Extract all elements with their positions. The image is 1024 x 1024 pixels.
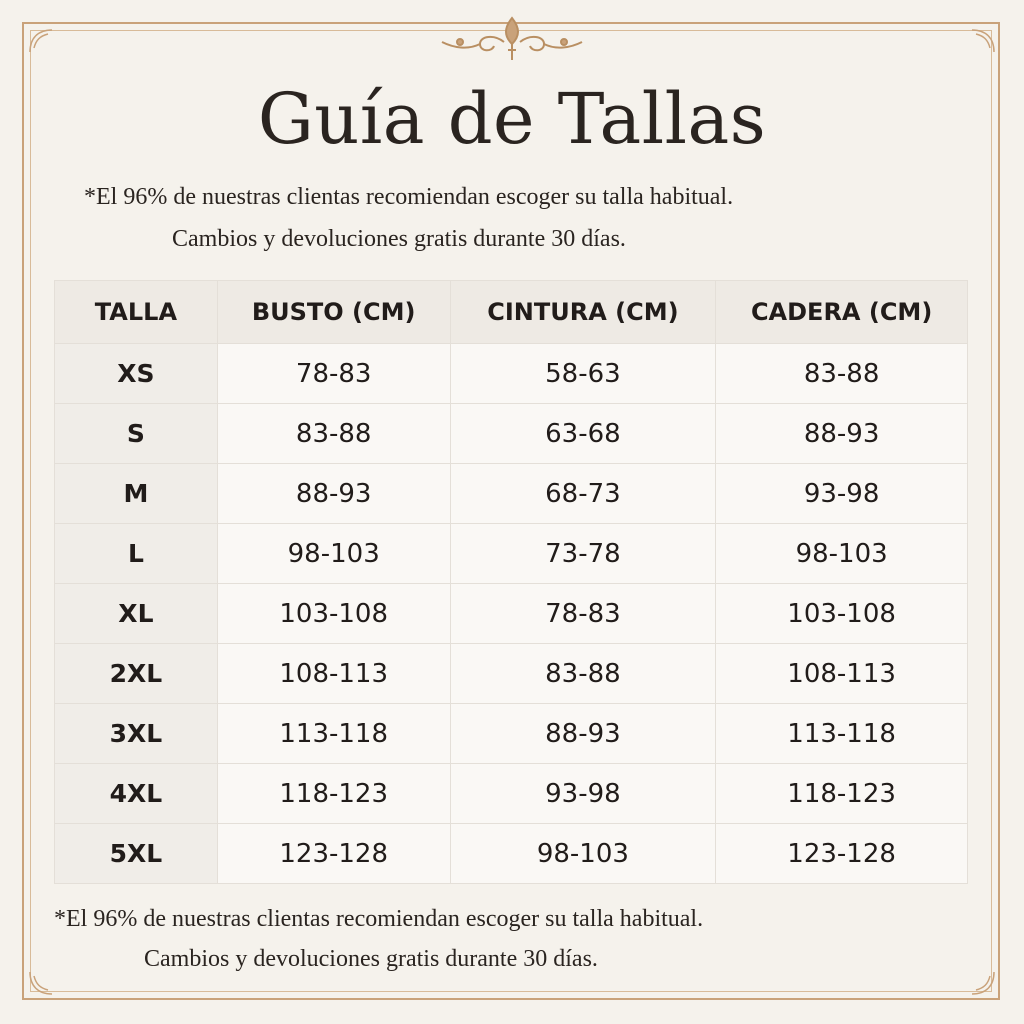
fleur-de-lis-ornament-icon	[432, 14, 592, 64]
table-row	[55, 764, 968, 824]
note-top-line2: Cambios y devoluciones gratis durante 30 días.	[172, 226, 626, 252]
table-row	[55, 404, 968, 464]
table-row	[55, 824, 968, 884]
note-bottom-line2: Cambios y devoluciones gratis durante 30 días.	[144, 946, 598, 972]
corner-flourish-icon	[970, 28, 996, 54]
bust-cell: 118-123	[217, 764, 450, 824]
waist-cell: 88-93	[450, 704, 716, 764]
hip-cell: 103-108	[716, 584, 968, 644]
note-top-line1: *El 96% de nuestras clientas recomiendan escoger su talla habitual.	[84, 184, 734, 210]
table-row	[55, 344, 968, 404]
size-cell: S	[55, 404, 218, 464]
size-cell: 3XL	[55, 704, 218, 764]
header-talla: TALLA	[55, 281, 218, 344]
header-cadera: CADERA (CM)	[716, 281, 968, 344]
size-table	[54, 280, 968, 884]
bust-cell: 113-118	[217, 704, 450, 764]
hip-cell: 83-88	[716, 344, 968, 404]
waist-cell: 83-88	[450, 644, 716, 704]
header-cintura: CINTURA (CM)	[450, 281, 716, 344]
bust-cell: 123-128	[217, 824, 450, 884]
waist-cell: 98-103	[450, 824, 716, 884]
size-cell: 4XL	[55, 764, 218, 824]
corner-flourish-icon	[28, 970, 54, 996]
hip-cell: 98-103	[716, 524, 968, 584]
hip-cell: 118-123	[716, 764, 968, 824]
hip-cell: 88-93	[716, 404, 968, 464]
size-cell: XS	[55, 344, 218, 404]
table-row	[55, 644, 968, 704]
size-cell: L	[55, 524, 218, 584]
hip-cell: 93-98	[716, 464, 968, 524]
waist-cell: 73-78	[450, 524, 716, 584]
waist-cell: 58-63	[450, 344, 716, 404]
bust-cell: 83-88	[217, 404, 450, 464]
corner-flourish-icon	[28, 28, 54, 54]
size-cell: 2XL	[55, 644, 218, 704]
table-row	[55, 464, 968, 524]
hip-cell: 123-128	[716, 824, 968, 884]
size-cell: XL	[55, 584, 218, 644]
header-busto: BUSTO (CM)	[217, 281, 450, 344]
table-row	[55, 524, 968, 584]
waist-cell: 68-73	[450, 464, 716, 524]
bust-cell: 78-83	[217, 344, 450, 404]
table-row	[55, 584, 968, 644]
hip-cell: 108-113	[716, 644, 968, 704]
bust-cell: 88-93	[217, 464, 450, 524]
bust-cell: 103-108	[217, 584, 450, 644]
table-row	[55, 704, 968, 764]
note-bottom-line1: *El 96% de nuestras clientas recomiendan escoger su talla habitual.	[54, 906, 704, 932]
corner-flourish-icon	[970, 970, 996, 996]
table-header-row	[55, 281, 968, 344]
bust-cell: 98-103	[217, 524, 450, 584]
waist-cell: 63-68	[450, 404, 716, 464]
hip-cell: 113-118	[716, 704, 968, 764]
page-title: Guía de Tallas	[257, 78, 767, 160]
waist-cell: 93-98	[450, 764, 716, 824]
bust-cell: 108-113	[217, 644, 450, 704]
size-cell: 5XL	[55, 824, 218, 884]
waist-cell: 78-83	[450, 584, 716, 644]
size-cell: M	[55, 464, 218, 524]
